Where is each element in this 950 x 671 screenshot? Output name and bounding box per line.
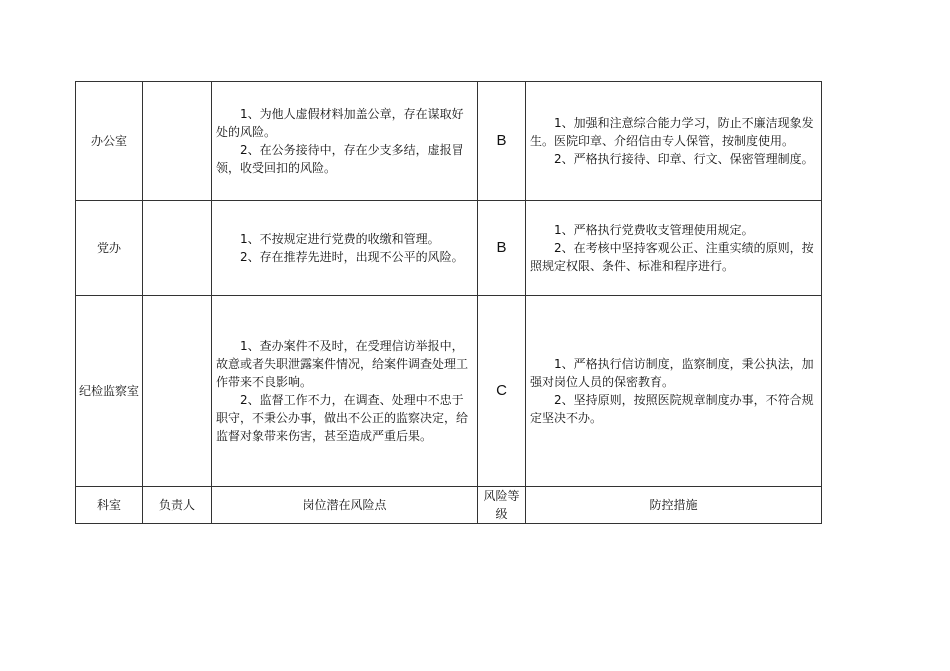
measure-item: 1、加强和注意综合能力学习，防止不廉洁现象发生。医院印章、介绍信由专人保管，按制度使用。 (530, 116, 814, 148)
risk-table (75, 81, 822, 524)
table-row (76, 201, 822, 296)
risk-level: C (496, 382, 507, 399)
owner-cell (143, 82, 212, 201)
risk-level: B (496, 132, 507, 149)
level-cell (478, 82, 526, 201)
measure-item: 1、严格执行信访制度，监察制度，秉公执法，加强对岗位人员的保密教育。 (530, 357, 814, 389)
dept-cell (76, 82, 143, 201)
table-row (76, 296, 822, 487)
measure-cell (526, 82, 822, 201)
header-risk: 岗位潜在风险点 (212, 487, 478, 524)
owner-cell (143, 201, 212, 296)
measure-cell (526, 296, 822, 487)
risk-item: 1、为他人虚假材料加盖公章，存在谋取好处的风险。 (216, 107, 464, 139)
level-cell (478, 296, 526, 487)
risk-item: 2、存在推荐先进时，出现不公平的风险。 (240, 250, 464, 264)
dept-name: 办公室 (90, 134, 127, 148)
risk-cell (212, 201, 478, 296)
table-header-row (76, 487, 822, 524)
risk-level: B (496, 239, 507, 256)
measure-item: 1、严格执行党费收支管理使用规定。 (554, 223, 754, 237)
dept-name: 纪检监察室 (78, 384, 139, 398)
header-dept: 科室 (76, 487, 143, 524)
risk-item: 2、监督工作不力，在调查、处理中不忠于职守，不秉公办事，做出不公正的监察决定，给监督对象带来伤害，甚至造成严重后果。 (216, 393, 469, 443)
measure-item: 2、坚持原则，按照医院规章制度办事，不符合规定坚决不办。 (530, 393, 814, 425)
table-row (76, 82, 822, 201)
measure-item: 2、在考核中坚持客观公正、注重实绩的原则，按照规定权限、条件、标准和程序进行。 (530, 241, 814, 273)
risk-item: 2、在公务接待中，存在少支多结，虚报冒领，收受回扣的风险。 (216, 143, 464, 175)
header-level: 风险等级 (478, 487, 526, 524)
header-measures: 防控措施 (526, 487, 822, 524)
level-cell (478, 201, 526, 296)
measure-cell (526, 201, 822, 296)
dept-name: 党办 (96, 241, 121, 255)
measure-item: 2、严格执行接待、印章、行文、保密管理制度。 (554, 152, 814, 166)
risk-cell (212, 82, 478, 201)
risk-item: 1、不按规定进行党费的收缴和管理。 (240, 232, 440, 246)
header-owner: 负责人 (143, 487, 212, 524)
risk-item: 1、查办案件不及时，在受理信访举报中，故意或者失职泄露案件情况，给案件调查处理工作带来不良影响。 (216, 339, 469, 389)
dept-cell (76, 296, 143, 487)
dept-cell (76, 201, 143, 296)
risk-cell (212, 296, 478, 487)
owner-cell (143, 296, 212, 487)
